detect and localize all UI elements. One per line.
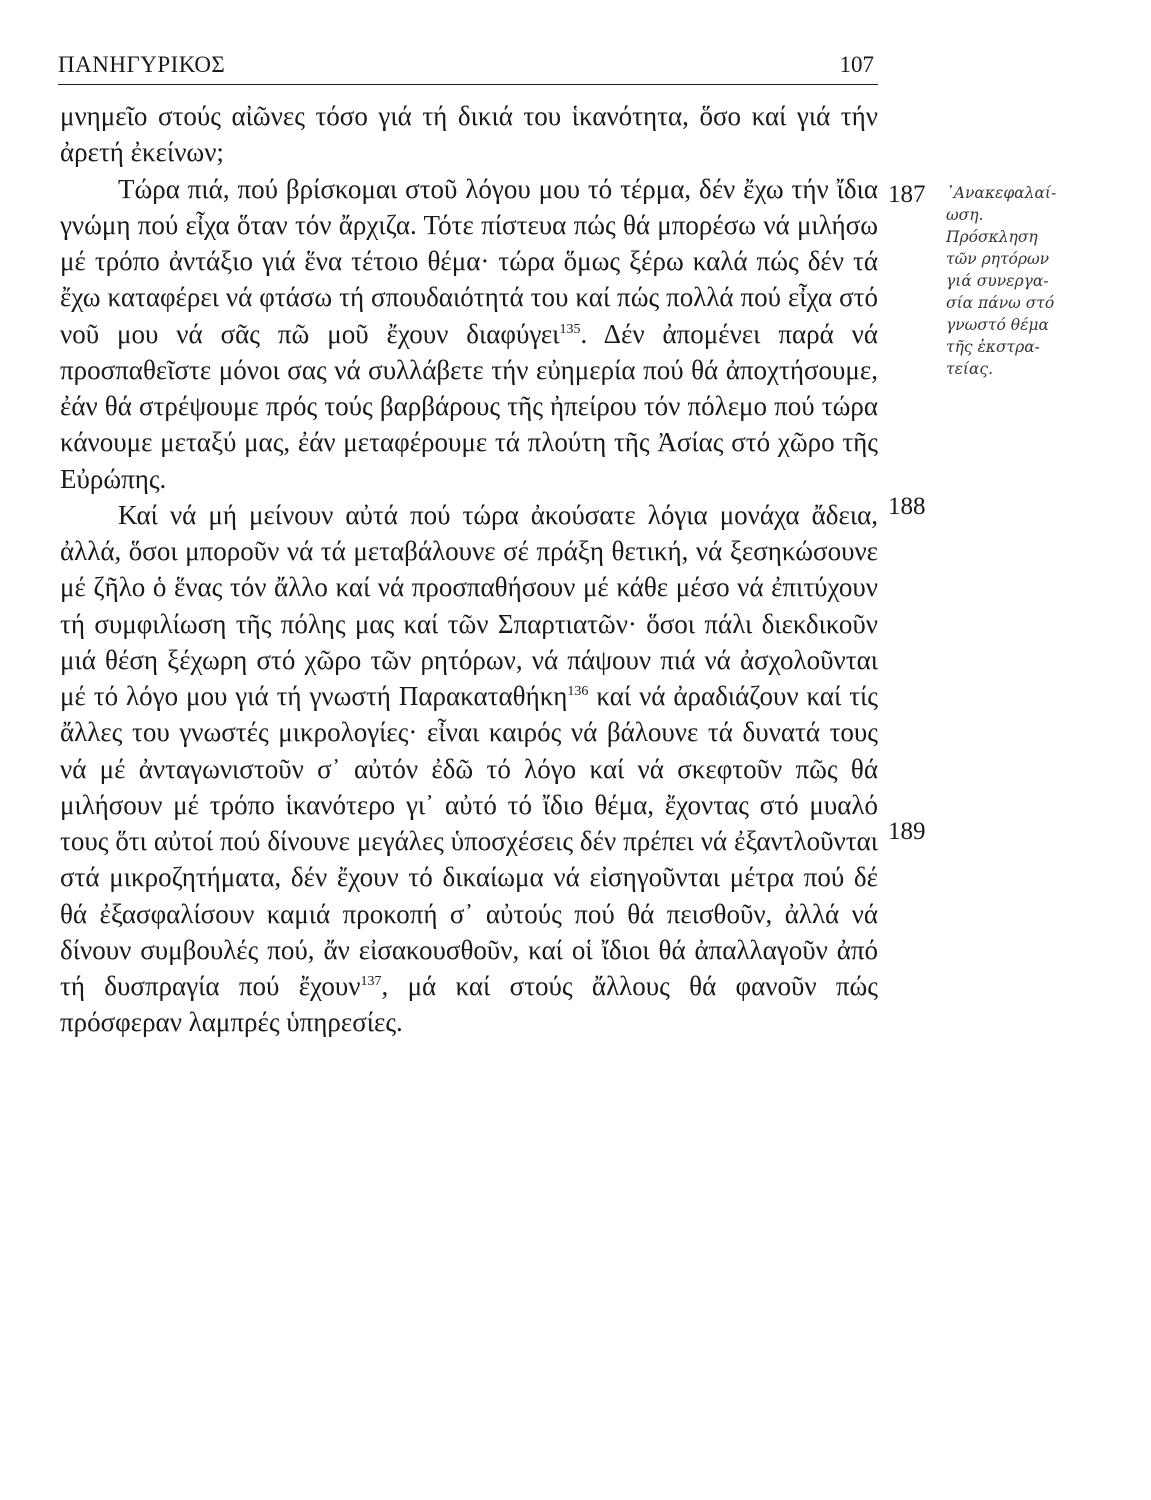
paragraph-text: καί νά ἀραδιάζουν καί τίς ἄλλες του γνωστές μικρολογίες· εἶναι καιρός νά βάλουνε τά δυνατά τους νά μέ ἀνταγωνιστοῦν σ᾿ αὐτόν ἐδῶ τό λόγο καί νά σκεφτοῦν πῶς θά μιλήσουν μέ τρόπο ἱκανότερο γι᾿ αὐτό τό ἴδιο θέμα, ἔχοντας στό μυαλό τους ὅτι αὐτοί πού δίνουνε μεγάλες ὑποσχέσεις δέν πρέπει νά ἐξαντλοῦνται στά μικροζητήματα, δέν ἔχουν τό δικαίωμα νά εἰσηγοῦνται μέτρα πού δέ θά ἐξασφαλίσουν καμιά προκοπή σ᾿ αὐτούς πού θά πεισθοῦν, ἀλλά νά δίνουν συμβουλές πού, ἄν εἰσακουσθοῦν, καί οἱ ἴδιοι θά ἀπαλλαγοῦν ἀπό τή δυσπραγία πού ἔχουν xyxy=(60,681,878,1001)
sidenote-line: τείας. xyxy=(946,360,994,378)
page-number: 107 xyxy=(839,52,874,77)
section-number-189: 189 xyxy=(888,818,926,845)
paragraph-3 xyxy=(60,497,878,1041)
body-text xyxy=(60,98,878,1041)
paragraph-text: Καί νά μή μείνουν αὐτά πού τώρα ἀκούσατε λόγια μονάχα ἄδεια, ἀλλά, ὅσοι μποροῦν νά τά μεταβάλουνε σέ πράξη θετική, νά ξεσηκώσουνε μέ ζῆλο ὁ ἕνας τόν ἄλλο καί νά προσπαθήσουν μέ κάθε μέσο νά ἐπιτύχουν τή συμφιλίωση τῆς πόλης μας καί τῶν Σπαρτιατῶν· ὅσοι πάλι διεκδικοῦν μιά θέση ξέχωρη στό χῶρο τῶν ρητόρων, νά πάψουν πιά νά ἀσχολοῦνται μέ τό λόγο μου γιά τή γνωστή Παρακαταθήκη xyxy=(60,499,878,711)
sidenote-line: ᾿Ανακεφαλαί- xyxy=(946,184,1057,202)
section-number-187: 187 xyxy=(888,181,926,208)
sidenote-line: γιά συνεργα- xyxy=(946,272,1049,290)
sidenote-line: Πρόσκληση xyxy=(946,228,1038,246)
paragraph-2 xyxy=(60,171,878,497)
sidenote-line: τῶν ρητόρων xyxy=(946,250,1050,268)
sidenote-line: τῆς ἐκστρα- xyxy=(946,338,1040,356)
sidenote-line: σία πάνω στό xyxy=(946,294,1055,312)
margin-sidenote xyxy=(946,182,1106,380)
paragraph-text: , μά καί στούς ἄλλους θά φανοῦν πώς πρόσφεραν λαμπρές ὑπηρεσίες. xyxy=(60,971,878,1038)
footnote-marker: 136 xyxy=(567,684,589,699)
footnote-marker: 135 xyxy=(559,321,581,337)
paragraph-text: Τώρα πιά, πού βρίσκομαι στοῦ λόγου μου τό τέρμα, δέν ἔχω τήν ἴδια γνώμη πού εἶχα ὅταν τόν ἄρχιζα. Τότε πίστευα πώς θά μπορέσω νά μιλήσω μέ τρόπο ἀντάξιο γιά ἕνα τέτοιο θέμα· τώρα ὅμως ξέρω καλά πώς δέν τά ἔχω καταφέρει νά φτάσω τή σπουδαιότητά του καί πώς πολλά πού εἶχα στό νοῦ μου νά σᾶς πῶ μοῦ ἔχουν διαφύγει xyxy=(60,173,878,349)
page-header xyxy=(58,44,878,85)
section-number-188: 188 xyxy=(888,493,926,520)
running-title: ΠΑΝΗΓΥΡΙΚΟΣ xyxy=(58,52,226,77)
sidenote-line: γνωστό θέμα xyxy=(946,316,1049,334)
paragraph-1 xyxy=(60,98,878,171)
paragraph-text: . Δέν ἀπομένει παρά νά προσπαθεῖστε μόνοι σας νά συλλάβετε τήν εὐημερία πού θά ἀποχτήσουμε, ἐάν θά στρέψουμε πρός τούς βαρβάρους τῆς ἠπείρου τόν πόλεμο πού τώρα κάνουμε μεταξύ μας, ἐάν μεταφέρουμε τά πλούτη τῆς Ἀσίας στό χῶρο τῆς Εὐρώπης. xyxy=(60,318,879,494)
footnote-marker: 137 xyxy=(360,974,382,989)
sidenote-line: ωση. xyxy=(946,206,984,224)
paragraph-text: μνημεῖο στούς αἰῶνες τόσο γιά τή δικιά του ἱκανότητα, ὅσο καί γιά τήν ἀρετή ἐκείνων; xyxy=(60,101,878,168)
